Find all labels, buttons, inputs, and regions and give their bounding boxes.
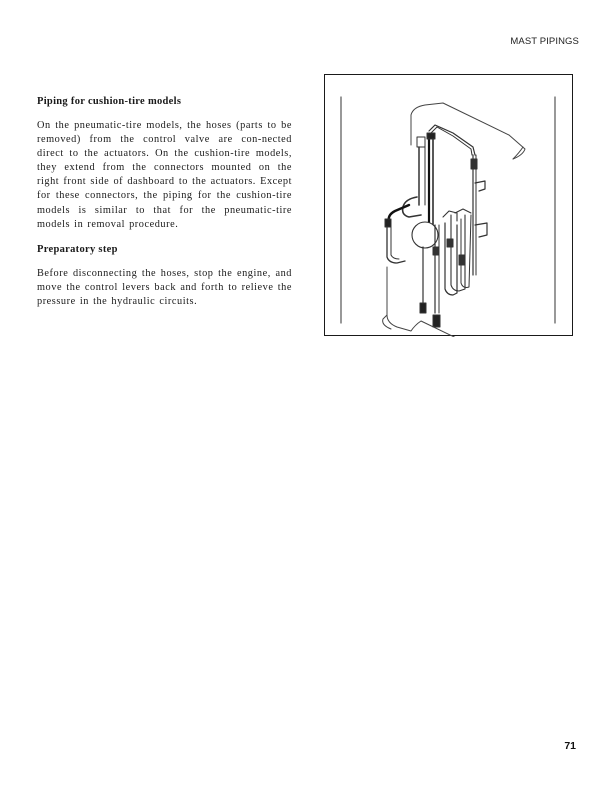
mast-piping-illustration [325, 75, 574, 337]
text-column [37, 96, 292, 321]
page-number: 71 [564, 740, 576, 752]
section-paragraph-cushion-tire: On the pneumatic-tire models, the hoses (parts to be removed) from the control valve are con-nected direct to the actuators. On the cushion-tire models, they extend from the connectors mounted on the right front side of dashboard to the actuators. Except for these connectors, the piping for the cushion-tire models is similar to that for the pneumatic-tire models in removal procedure. [37, 120, 292, 230]
section-heading-preparatory-step: Preparatory step [37, 243, 118, 255]
section-paragraph-preparatory-step: Before disconnecting the hoses, stop the engine, and move the control levers back and forth to relieve the pressure in the hydraulic circuits. [37, 267, 292, 307]
section-heading-cushion-tire: Piping for cushion-tire models [37, 96, 182, 107]
mast-piping-figure [324, 74, 573, 336]
running-title: MAST PIPINGS [510, 36, 579, 47]
